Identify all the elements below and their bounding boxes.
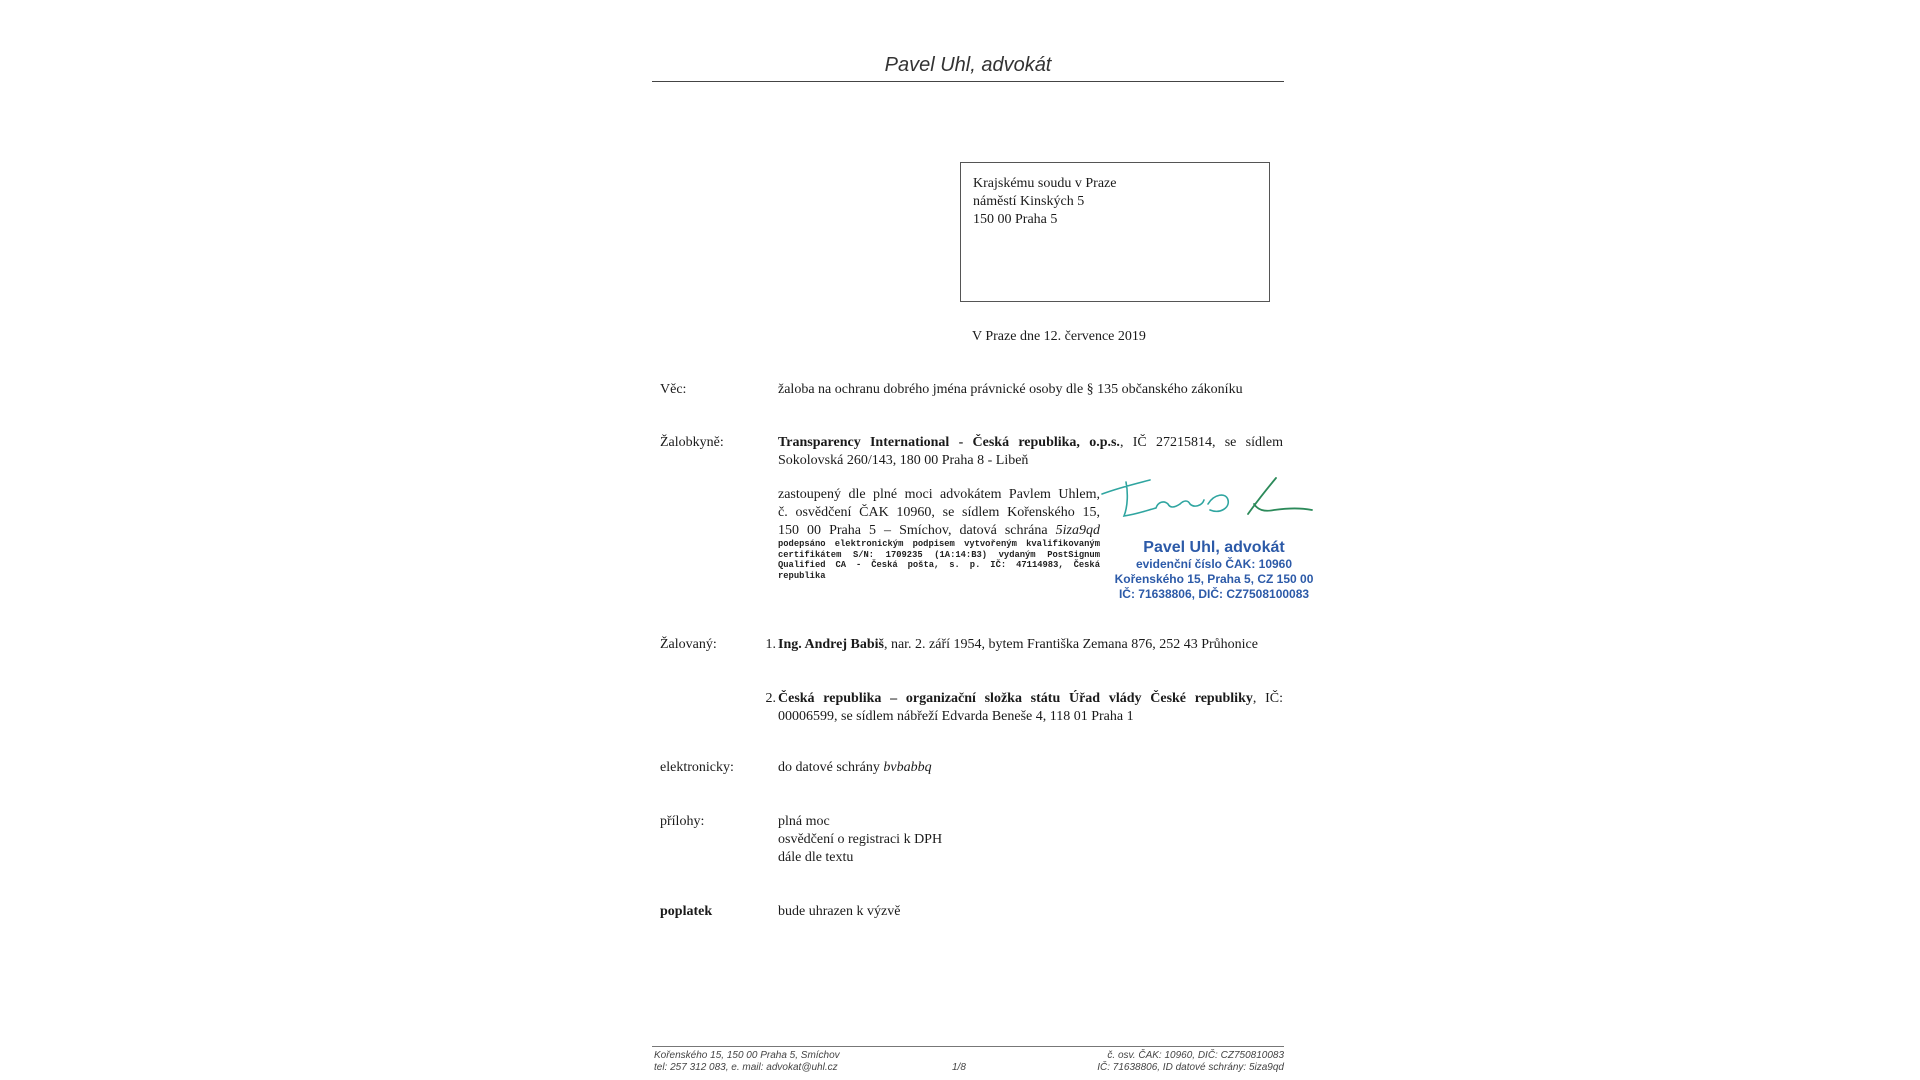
subject-label: Věc: (660, 382, 687, 397)
delivery-label: elektronicky: (660, 760, 734, 775)
recipient-address-box (960, 162, 1270, 302)
stamp-text (1098, 538, 1330, 602)
footer-ids: IČ: 71638806, ID datové schrány: 5iza9qd (1097, 1062, 1284, 1073)
plaintiff-name: Transparency International - Česká republika, o.p.s. (778, 435, 1120, 450)
defendant-2-text (778, 690, 1283, 726)
defendant-2-details: , IČ: 00006599, se sídlem nábřeží Edvarda Beneše 4, 118 01 Praha 1 (778, 691, 1283, 724)
footer-right (1097, 1050, 1284, 1074)
document-date: V Praze dne 12. července 2019 (972, 329, 1146, 344)
attachments-list (778, 813, 1283, 867)
attachment-item: dále dle textu (778, 850, 854, 865)
plaintiff-text (778, 434, 1283, 470)
stamp-line-3: Kořenského 15, Praha 5, CZ 150 00 (1114, 572, 1314, 586)
defendant-2-number: 2. (765, 691, 776, 706)
footer-rule (652, 1046, 1284, 1047)
stamp-line-4: IČ: 71638806, DIČ: CZ7508100083 (1118, 587, 1310, 601)
delivery-text (778, 759, 1283, 777)
stamp-line-1: Pavel Uhl, advokát (1143, 539, 1285, 556)
representation-databox: 5iza9qd (1055, 523, 1100, 538)
defendant-1-details: , nar. 2. září 1954, bytem Františka Zemana 876, 252 43 Průhonice (883, 637, 1258, 652)
footer-registration: č. osv. ČAK: 10960, DIČ: CZ750810083 (1107, 1050, 1284, 1061)
defendant-label: Žalovaný: (660, 637, 717, 652)
representation-line-3 (778, 522, 1100, 540)
defendant-1-name: Ing. Andrej Babiš (778, 637, 884, 652)
defendant-2-name: Česká republika – organizační složka státu Úřad vlády České republiky (778, 691, 1253, 706)
signature-mark-icon (1098, 470, 1330, 540)
fee-label: poplatek (660, 904, 713, 919)
attachment-item: osvědčení o registraci k DPH (778, 832, 943, 847)
address-line-2: náměstí Kinských 5 (973, 194, 1085, 209)
delivery-text-main: do datové schrány (778, 760, 884, 775)
footer-contact: tel: 257 312 083, e. mail: advokat@uhl.cz (654, 1062, 838, 1073)
attachment-item: plná moc (778, 814, 830, 829)
defendant-1-number: 1. (765, 637, 776, 652)
letterhead-rule (652, 81, 1284, 82)
electronic-signature-note: podepsáno elektronickým podpisem vytvořeným kvalifikovaným certifikátem S/N: 1709235 (1A:14:B3) vydaným PostSignum Qualified CA - Česká pošta, s. p. IČ: 47114983, Česká republika (778, 539, 1100, 581)
plaintiff-details: , IČ 27215814, se sídlem Sokolovská 260/143, 180 00 Praha 8 - Libeň (778, 435, 1283, 468)
plaintiff-label: Žalobkyně: (660, 435, 724, 450)
lawyer-stamp (1098, 470, 1330, 620)
document-page (652, 0, 1314, 1080)
page-number: 1/8 (952, 1062, 966, 1073)
representation-line-1: zastoupený dle plné moci advokátem Pavlem Uhlem, (778, 487, 1100, 502)
attachments-label: přílohy: (660, 814, 705, 829)
delivery-databox: bvbabbq (883, 760, 932, 775)
subject-text: žaloba na ochranu dobrého jména právnické osoby dle § 135 občanského zákoníku (778, 382, 1243, 397)
footer-address: Kořenského 15, 150 00 Praha 5, Smíchov (654, 1050, 840, 1061)
address-line-3: 150 00 Praha 5 (973, 212, 1058, 227)
footer-left (654, 1050, 840, 1074)
letterhead-title: Pavel Uhl, advokát (884, 54, 1052, 76)
representation-line-3-text: 150 00 Praha 5 – Smíchov, datová schrána (778, 523, 1056, 538)
address-line-1: Krajskému soudu v Praze (973, 176, 1117, 191)
defendant-1-text (778, 636, 1283, 654)
fee-text: bude uhrazen k výzvě (778, 904, 901, 919)
representation-block (778, 486, 1100, 540)
stamp-line-2: evidenční číslo ČAK: 10960 (1135, 557, 1293, 571)
representation-line-2: č. osvědčení ČAK 10960, se sídlem Kořenského 15, (778, 505, 1100, 520)
